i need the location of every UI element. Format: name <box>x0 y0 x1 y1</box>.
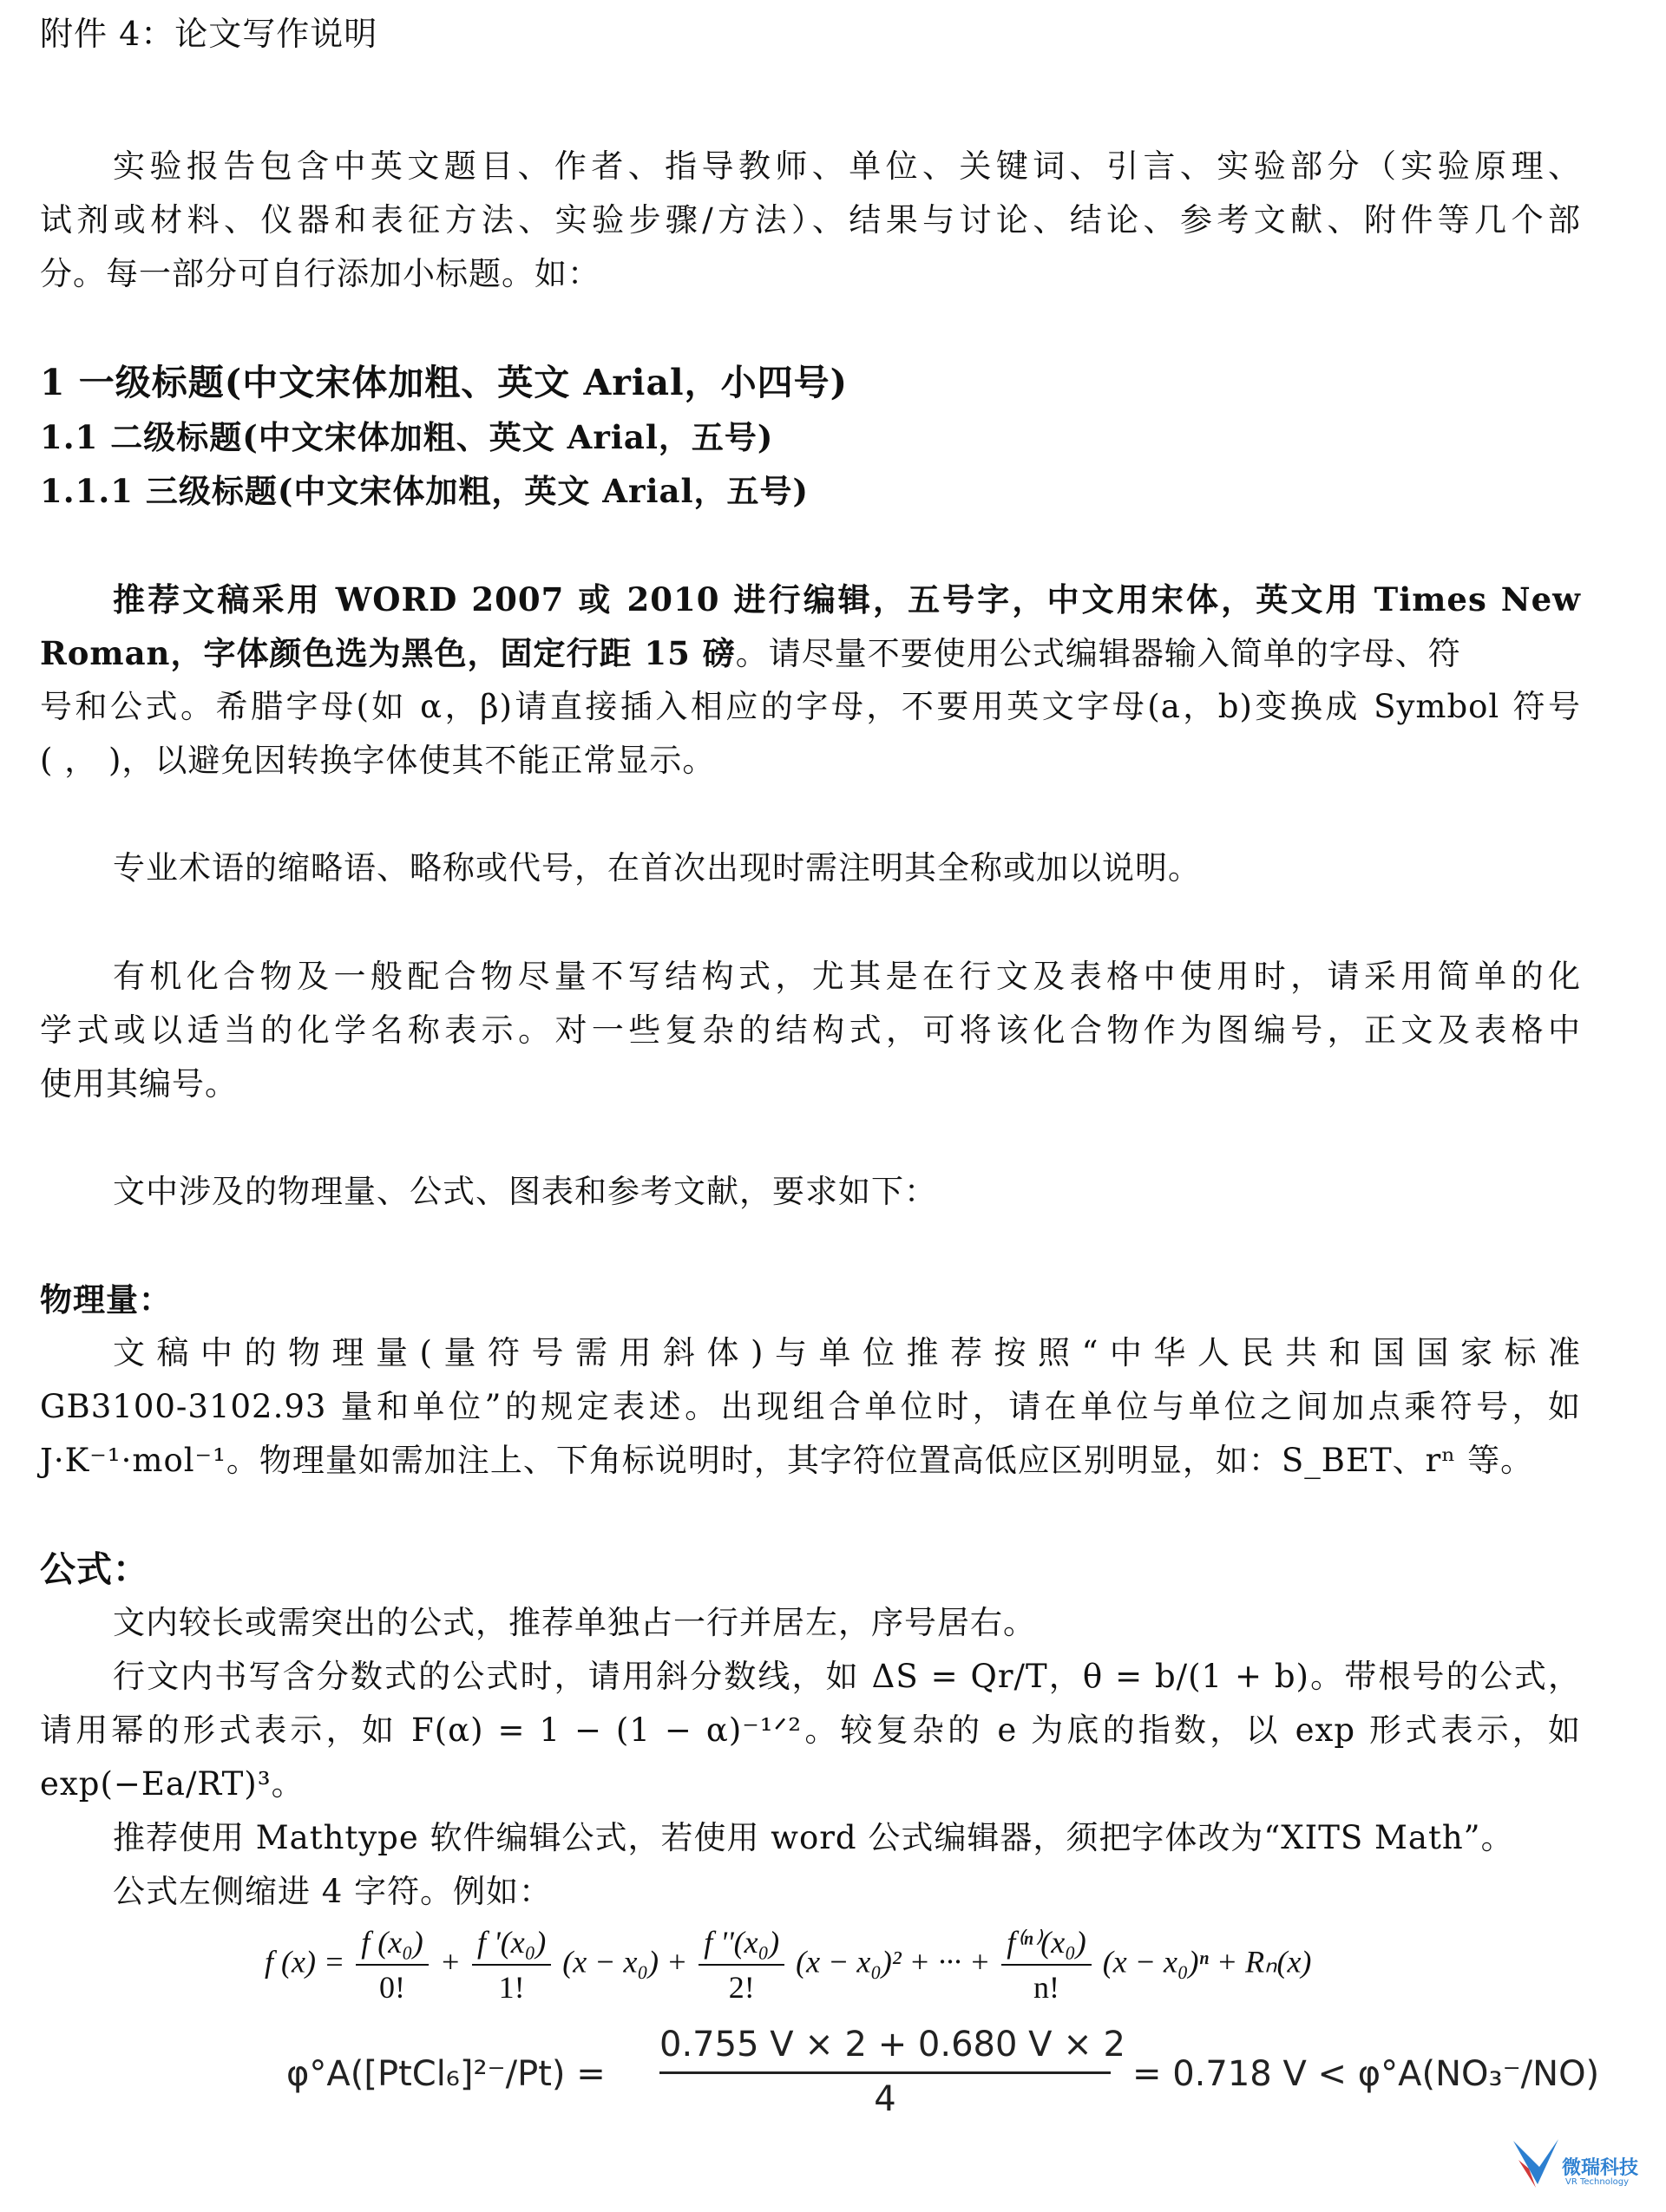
requirements-paragraph: 文中涉及的物理量、公式、图表和参考文献，要求如下： <box>113 1173 937 1210</box>
taylor-term-3: $\frac{\text{f ''(x₀)}}{2!}$ <box>699 1924 784 2006</box>
formula-line-4: exp(−Ea/RT)³。 <box>40 1765 305 1803</box>
organic-line-3: 使用其编号。 <box>40 1065 238 1103</box>
recommend-line-1: 推荐文稿采用 WORD 2007 或 2010 进行编辑，五号字，中文用宋体，英文用 Times New <box>113 580 1581 618</box>
taylor-term-4: $\frac{\text{f⁽ⁿ⁾(x₀)}}{n!}$ <box>1001 1924 1092 2006</box>
recommend-line-4: ( ， )，以避免因转换字体使其不能正常显示。 <box>40 742 716 779</box>
physical-line-2: GB3100-3102.93 量和单位”的规定表述。出现组合单位时，请在单位与单位之间加点乘符号，如 <box>40 1388 1581 1425</box>
recommend-bold-text: Roman，字体颜色选为黑色，固定行距 15 磅 <box>40 634 736 672</box>
taylor-part-2: (x − x₀) + <box>562 1944 688 1980</box>
organic-line-2: 学式或以适当的化学名称表示。对一些复杂的结构式，可将该化合物作为图编号，正文及表格中 <box>40 1011 1581 1049</box>
potential-fraction <box>659 2025 1125 2119</box>
taylor-formula <box>265 1924 1311 2006</box>
taylor-lhs: f (x) = <box>265 1944 345 1980</box>
intro-line-3: 分。每一部分可自行添加小标题。如： <box>40 255 600 292</box>
heading-level-3: 1.1.1 三级标题(中文宋体加粗，英文 Arial，五号) <box>40 472 810 510</box>
logo-name: 微瑞科技 <box>1562 2157 1639 2179</box>
physical-line-3: J·K⁻¹·mol⁻¹。物理量如需加注上、下角标说明时，其字符位置高低应区别明显，如：S_BET、rⁿ 等。 <box>40 1442 1534 1479</box>
formula-line-6: 公式左侧缩进 4 字符。例如： <box>113 1873 553 1910</box>
company-logo <box>1510 2134 1640 2203</box>
potential-lhs: φ°A([PtCl₆]²⁻/Pt) = <box>286 2054 606 2094</box>
heading-level-1: 1 一级标题(中文宋体加粗、英文 Arial，小四号) <box>40 362 849 403</box>
physical-title: 物理量： <box>40 1280 172 1319</box>
taylor-plus-1: + <box>439 1944 462 1980</box>
heading-level-2: 1.1 二级标题(中文宋体加粗、英文 Arial，五号) <box>40 418 774 456</box>
logo-mark-icon <box>1510 2134 1562 2195</box>
recommend-rest-text: 。请尽量不要使用公式编辑器输入简单的字母、符 <box>735 635 1461 672</box>
taylor-part-3: (x − x₀)² + ··· + <box>796 1944 991 1980</box>
potential-rhs: = 0.718 V < φ°A(NO₃⁻/NO) <box>1132 2054 1600 2094</box>
formula-line-1: 文内较长或需突出的公式，推荐单独占一行并居左，序号居右。 <box>113 1604 1036 1641</box>
formula-line-2: 行文内书写含分数式的公式时，请用斜分数线，如 ΔS = Qr/T，θ = b/(1 + b)。带根号的公式， <box>113 1658 1581 1695</box>
intro-line-2: 试剂或材料、仪器和表征方法、实验步骤/方法）、结果与讨论、结论、参考文献、附件等几个部 <box>40 201 1581 239</box>
potential-numerator: 0.755 V × 2 + 0.680 V × 2 <box>659 2025 1111 2074</box>
formula-line-5: 推荐使用 Mathtype 软件编辑公式，若使用 word 公式编辑器，须把字体改为“XITS Math”。 <box>113 1819 1514 1856</box>
formula-line-3: 请用幂的形式表示，如 F(α) = 1 − (1 − α)⁻¹ᐟ²。较复杂的 e 为底的指数，以 exp 形式表示，如 <box>40 1711 1581 1749</box>
formula-title: 公式： <box>40 1548 149 1590</box>
attachment-header: 附件 4：论文写作说明 <box>40 15 378 53</box>
potential-denominator: 4 <box>874 2079 896 2119</box>
taylor-term-2: $\frac{\text{f '(x₀)}}{1!}$ <box>472 1924 551 2006</box>
recommend-line-3: 号和公式。希腊字母(如 α，β)请直接插入相应的字母，不要用英文字母(a，b)变换成 Symbol 符号 <box>40 688 1581 725</box>
taylor-part-4: (x − x₀)ⁿ + Rₙ(x) <box>1102 1944 1312 1980</box>
recommend-line-2 <box>40 626 1581 681</box>
intro-line-1: 实验报告包含中英文题目、作者、指导教师、单位、关键词、引言、实验部分（实验原理、 <box>113 147 1581 185</box>
abbrev-paragraph: 专业术语的缩略语、略称或代号，在首次出现时需注明其全称或加以说明。 <box>113 849 1201 887</box>
taylor-term-1: $\frac{\text{f (x₀)}}{0!}$ <box>356 1924 428 2006</box>
potential-formula <box>286 2025 1600 2125</box>
physical-line-1: 文稿中的物理量(量符号需用斜体)与单位推荐按照“中华人民共和国国家标准 <box>113 1334 1581 1371</box>
logo-subtitle: VR Technology <box>1565 2177 1629 2187</box>
organic-line-1: 有机化合物及一般配合物尽量不写结构式，尤其是在行文及表格中使用时，请采用简单的化 <box>113 958 1581 995</box>
